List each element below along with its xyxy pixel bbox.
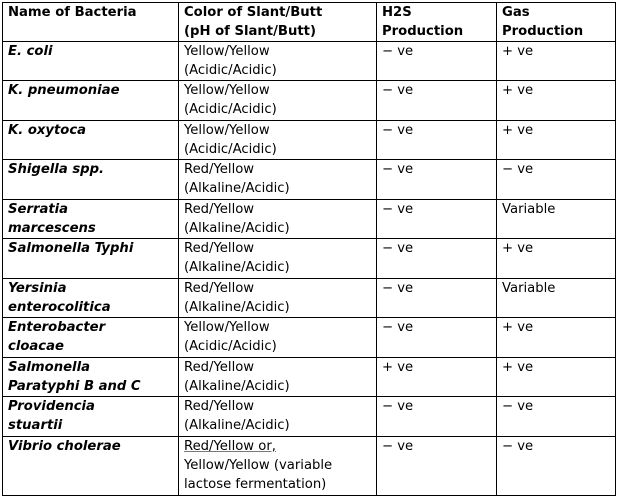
slant-butt-ph: (Acidic/Acidic) — [184, 63, 277, 78]
slant-butt-ph: (Alkaline/Acidic) — [184, 181, 290, 196]
gas-cell: + ve — [497, 81, 616, 121]
bacteria-name-cell — [3, 42, 179, 81]
bacteria-name: K. oxytoca — [8, 123, 87, 138]
gas-cell: − ve — [497, 160, 616, 200]
table-row — [3, 200, 616, 239]
header-h2s-production — [377, 3, 497, 42]
slant-butt-ph: (Alkaline/Acidic) — [184, 418, 290, 433]
table-row — [3, 81, 616, 121]
gas-cell: + ve — [497, 358, 616, 397]
header-h2s-line-2: Production — [382, 24, 464, 39]
h2s-cell: − ve — [377, 81, 497, 121]
header-bacteria-name-line: Name of Bacteria — [8, 5, 137, 20]
slant-butt-color: Red/Yellow — [184, 241, 255, 256]
bacteria-name: Yersinia — [8, 281, 67, 296]
slant-butt-color: Yellow/Yellow — [184, 83, 270, 98]
table-row — [3, 279, 616, 318]
slant-butt-cell — [179, 437, 377, 496]
header-gas-line-1: Gas — [502, 5, 530, 20]
bacteria-name-line-2: Paratyphi B and C — [8, 379, 141, 394]
table-row — [3, 160, 616, 200]
slant-butt-cell — [179, 318, 377, 358]
h2s-cell: − ve — [377, 160, 497, 200]
slant-butt-ph: (Alkaline/Acidic) — [184, 300, 290, 315]
bacteria-name: Salmonella — [8, 360, 90, 375]
slant-butt-color: Red/Yellow — [184, 399, 255, 414]
bacteria-name-cell — [3, 358, 179, 397]
table-row — [3, 121, 616, 160]
gas-cell: + ve — [497, 121, 616, 160]
slant-butt-ph: (Acidic/Acidic) — [184, 339, 277, 354]
h2s-cell: − ve — [377, 318, 497, 358]
bacteria-name: Vibrio cholerae — [8, 439, 121, 454]
h2s-cell: − ve — [377, 397, 497, 437]
header-gas-production — [497, 3, 616, 42]
slant-butt-color: Yellow/Yellow — [184, 44, 270, 59]
gas-cell: + ve — [497, 239, 616, 279]
bacteria-name-cell — [3, 81, 179, 121]
bacteria-name-line-2: stuartii — [8, 418, 63, 433]
h2s-cell: + ve — [377, 358, 497, 397]
gas-cell: − ve — [497, 437, 616, 496]
bacteria-name: Enterobacter — [8, 320, 106, 335]
slant-butt-ph: (Alkaline/Acidic) — [184, 379, 290, 394]
slant-butt-color: Red/Yellow — [184, 202, 255, 217]
bacteria-name-cell — [3, 160, 179, 200]
table-row — [3, 318, 616, 358]
slant-butt-ph: (Alkaline/Acidic) — [184, 221, 290, 236]
slant-butt-color: Red/Yellow or, — [184, 439, 276, 454]
gas-cell: Variable — [497, 279, 616, 318]
slant-butt-cell — [179, 121, 377, 160]
h2s-cell: − ve — [377, 437, 497, 496]
bacteria-name-cell — [3, 318, 179, 358]
slant-butt-cell — [179, 397, 377, 437]
slant-butt-color: Yellow/Yellow — [184, 123, 270, 138]
table-row — [3, 397, 616, 437]
slant-butt-cell — [179, 279, 377, 318]
bacteria-name-line-2: marcescens — [8, 221, 96, 236]
h2s-cell: − ve — [377, 42, 497, 81]
slant-butt-cell — [179, 42, 377, 81]
header-gas-line-2: Production — [502, 24, 584, 39]
bacteria-name: Serratia — [8, 202, 69, 217]
bacteria-name-cell — [3, 239, 179, 279]
gas-cell: Variable — [497, 200, 616, 239]
table-row — [3, 358, 616, 397]
slant-butt-color: Red/Yellow — [184, 281, 255, 296]
slant-butt-cell — [179, 81, 377, 121]
bacteria-name-cell — [3, 397, 179, 437]
header-row — [3, 3, 616, 42]
slant-butt-color: Red/Yellow — [184, 360, 255, 375]
bacteria-name: E. coli — [8, 44, 53, 59]
h2s-cell: − ve — [377, 121, 497, 160]
h2s-cell: − ve — [377, 279, 497, 318]
gas-cell: + ve — [497, 42, 616, 81]
h2s-cell: − ve — [377, 239, 497, 279]
bacteria-name-cell — [3, 121, 179, 160]
header-color-line: Color of Slant/Butt — [184, 5, 323, 20]
bacteria-name: Salmonella Typhi — [8, 241, 134, 256]
slant-butt-ph: (Acidic/Acidic) — [184, 142, 277, 157]
table-row — [3, 239, 616, 279]
slant-butt-ph: (Acidic/Acidic) — [184, 102, 277, 117]
slant-butt-color: Yellow/Yellow — [184, 320, 270, 335]
slant-butt-color: Red/Yellow — [184, 162, 255, 177]
header-bacteria-name — [3, 3, 179, 42]
header-ph-line: (pH of Slant/Butt) — [184, 24, 316, 39]
slant-butt-color-line-2: Yellow/Yellow (variable — [184, 458, 333, 473]
bacteria-name: Providencia — [8, 399, 95, 414]
slant-butt-cell — [179, 160, 377, 200]
bacteria-name-cell — [3, 437, 179, 496]
slant-butt-cell — [179, 200, 377, 239]
gas-cell: + ve — [497, 318, 616, 358]
bacteria-name: K. pneumoniae — [8, 83, 120, 98]
header-h2s-line-1: H2S — [382, 5, 412, 20]
slant-butt-cell — [179, 358, 377, 397]
bacteria-name-cell — [3, 279, 179, 318]
gas-cell: − ve — [497, 397, 616, 437]
slant-butt-cell — [179, 239, 377, 279]
table-row — [3, 437, 616, 496]
bacteria-name-line-2: enterocolitica — [8, 300, 111, 315]
bacteria-tsi-table — [2, 2, 616, 496]
bacteria-name: Shigella spp. — [8, 162, 105, 177]
slant-butt-ph: (Alkaline/Acidic) — [184, 260, 290, 275]
slant-butt-color-line-3: lactose fermentation) — [184, 477, 327, 492]
table-row — [3, 42, 616, 81]
header-slant-butt-color — [179, 3, 377, 42]
bacteria-name-cell — [3, 200, 179, 239]
bacteria-name-line-2: cloacae — [8, 339, 64, 354]
h2s-cell: − ve — [377, 200, 497, 239]
